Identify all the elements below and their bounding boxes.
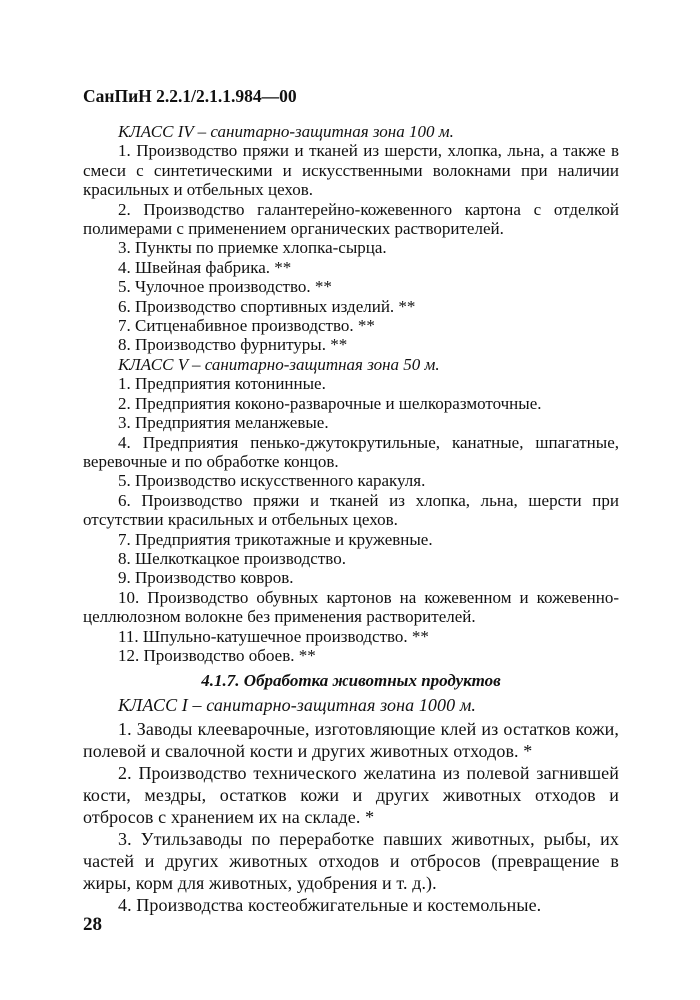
list-item: 2. Производство галантерейно-кожевенного картона с отделкой полимерами с применением органических растворителей. xyxy=(83,199,619,239)
list-item: 9. Производство ковров. xyxy=(118,568,294,588)
class-heading: КЛАСС V – санитарно-защитная зона 50 м. xyxy=(118,354,440,374)
list-item: 1. Производство пряжи и тканей из шерсти, хлопка, льна, а также в смеси с синтетическими и искусственными волокнами при наличии красильных и отбельных цехов. xyxy=(83,141,619,200)
list-item: 6. Производство спортивных изделий. ** xyxy=(118,296,416,316)
list-item: 4. Предприятия пенько-джутокрутильные, канатные, шпагатные, веревочные и по обработке концов. xyxy=(83,432,619,471)
list-item: 1. Предприятия котонинные. xyxy=(118,374,326,394)
list-item: 5. Чулочное производство. ** xyxy=(118,277,332,297)
list-item: 7. Предприятия трикотажные и кружевные. xyxy=(118,529,433,549)
list-item: 12. Производство обоев. ** xyxy=(118,645,316,665)
list-item: 7. Ситценабивное производство. ** xyxy=(118,316,375,336)
list-item: 4. Производства костеобжигательные и костемольные. xyxy=(118,894,542,915)
list-item: 1. Заводы клееварочные, изготовляющие клей из остатков кожи, полевой и свалочной кости и других животных отходов. * xyxy=(83,718,619,761)
document-code-header: СанПиН 2.2.1/2.1.1.984—00 xyxy=(83,86,297,106)
list-item: 8. Производство фурнитуры. ** xyxy=(118,335,348,355)
list-item: 2. Предприятия коконо-разварочные и шелкоразмоточные. xyxy=(118,393,542,413)
list-item: 11. Шпульно-катушечное производство. ** xyxy=(118,626,429,646)
class-heading: КЛАСС I – санитарно-защитная зона 1000 м. xyxy=(118,694,477,715)
list-item: 10. Производство обувных картонов на кожевенном и кожевенно-целлюлозном волокне без применения растворителей. xyxy=(83,587,619,627)
page-number: 28 xyxy=(83,914,102,935)
list-item: 3. Предприятия меланжевые. xyxy=(118,413,329,433)
class-heading: КЛАСС IV – санитарно-защитная зона 100 м. xyxy=(118,122,454,141)
list-item: 8. Шелкоткацкое производство. xyxy=(118,548,346,568)
document-body xyxy=(83,122,619,916)
section-heading: 4.1.7. Обработка животных продуктов xyxy=(201,671,501,691)
list-item: 3. Пункты по приемке хлопка-сырца. xyxy=(118,238,387,258)
list-item: 2. Производство технического желатина из полевой загнившей кости, мездры, остатков кожи и других животных отходов и отбросов с хранением их на складе. * xyxy=(83,762,619,827)
list-item: 4. Швейная фабрика. ** xyxy=(118,257,292,277)
list-item: 3. Утильзаводы по переработке павших животных, рыбы, их частей и других животных отходов и отбросов (превращение в жиры, корм для животных, удобрения и т. д.). xyxy=(83,828,619,893)
list-item: 6. Производство пряжи и тканей из хлопка, льна, шерсти при отсутствии красильных и отбельных цехов. xyxy=(83,490,619,530)
list-item: 5. Производство искусственного каракуля. xyxy=(118,471,426,491)
